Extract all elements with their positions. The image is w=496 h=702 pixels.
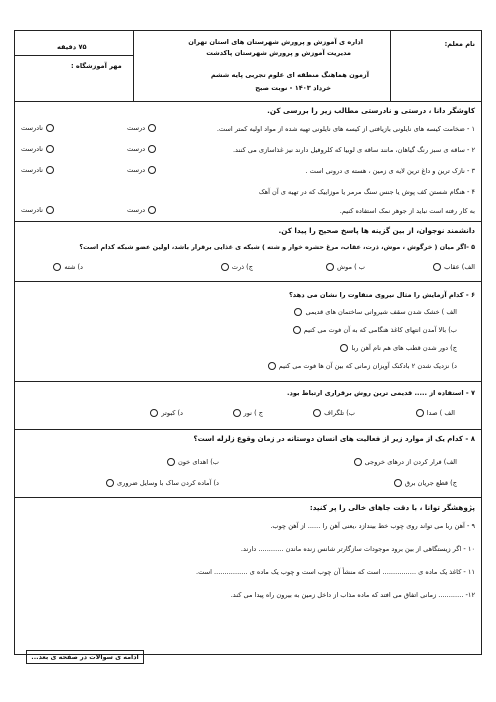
header-divider-left xyxy=(133,31,134,101)
s1-item-2: ۲ - ساقه ی سبز رنگ گیاهان، مانند ساقه ی لوبیا که کلروفیل دارند نیز غذاسازی می کنند. xyxy=(232,146,475,154)
radio-circle[interactable] xyxy=(148,145,156,153)
s1-item-3-false[interactable]: نادرست xyxy=(21,166,54,174)
radio-circle[interactable] xyxy=(46,166,54,174)
q7-option-c[interactable]: ج ) نور xyxy=(233,409,263,417)
s1-item-4-cont: به کار رفته است نباید از جوهر نمک استفاده کنیم. xyxy=(339,207,475,215)
radio-circle[interactable] xyxy=(148,166,156,174)
s1-item-3: ۳ - نازک ترین و داغ ترین لایه ی زمین ، هسته ی درونی است . xyxy=(305,167,475,175)
radio-circle[interactable] xyxy=(326,263,334,271)
radio-circle[interactable] xyxy=(46,124,54,132)
s1-item-1: ۱ - ضخامت کیسه های نایلونی بازیافتی از کیسه های نایلونی تهیه شده از مواد اولیه کمتر است. xyxy=(216,125,475,133)
s1-item-3-true[interactable]: درست xyxy=(127,166,156,174)
q5-bottom-border xyxy=(15,281,481,282)
q6-option-d[interactable]: د) نزدیک شدن ۲ بادکنک آویزان زمانی که بین آن ها فوت می کنیم xyxy=(268,362,457,370)
radio-circle[interactable] xyxy=(233,409,241,417)
q5-option-c[interactable]: ج) ذرت xyxy=(221,263,253,271)
exam-time: ۷۵ دقیقه xyxy=(57,43,87,51)
s1-item-2-true[interactable]: درست xyxy=(127,145,156,153)
section2-bottom-border xyxy=(15,497,481,498)
q5-option-d[interactable]: د) شته xyxy=(53,263,83,271)
radio-circle[interactable] xyxy=(148,124,156,132)
q6-option-b[interactable]: ب) بالا آمدن انتهای کاغذ هنگامی که به آن فوت می کنیم xyxy=(293,326,457,334)
section3-heading: پژوهشگر توانا ، با دقت جاهای خالی را پر کنید: xyxy=(309,503,475,512)
radio-circle[interactable] xyxy=(354,458,362,466)
q7-option-b[interactable]: ب) تلگراف xyxy=(313,409,355,417)
radio-circle[interactable] xyxy=(221,263,229,271)
q8-option-c[interactable]: ج) قطع جریان برق xyxy=(394,479,457,487)
s1-item-1-false[interactable]: نادرست xyxy=(21,124,54,132)
q6-option-c[interactable]: ج) دور شدن قطب های هم نام آهن ربا xyxy=(340,344,457,352)
section1-bottom-border xyxy=(15,221,481,222)
radio-circle[interactable] xyxy=(268,362,276,370)
fill-item-10[interactable]: ۱۰ - اگر زیستگاهی از بین برود موجودات سازگارتر شانس زنده ماندن ............ دارند. xyxy=(240,545,475,553)
radio-circle[interactable] xyxy=(53,263,61,271)
exam-title: آزمون هماهنگ منطقه ای علوم تجربی پایه ششم xyxy=(210,71,369,79)
radio-circle[interactable] xyxy=(293,326,301,334)
q5-text: ۵ -اگر میان ( خرگوش ، موش، ذرت، عقاب، مرغ حشره خوار و شته ) شبکه ی غذایی برقرار باشد، اولین عضو شبکه کدام است؟ xyxy=(79,243,475,251)
q7-text: ۷ - استفاده از ..... قدیمی ترین روش برقراری ارتباط بود. xyxy=(286,389,475,397)
section2-heading: دانشمند نوجوان، از بین گزینه ها پاسخ صحیح را پیدا کن. xyxy=(278,226,475,235)
q5-option-b[interactable]: ب ) موش xyxy=(326,263,365,271)
q8-option-d[interactable]: د) آماده کردن ساک با وسایل ضروری xyxy=(106,479,219,487)
s1-item-4-true[interactable]: درست xyxy=(127,206,156,214)
radio-circle[interactable] xyxy=(167,458,175,466)
radio-circle[interactable] xyxy=(433,263,441,271)
radio-circle[interactable] xyxy=(150,409,158,417)
q6-text: ۶ - کدام آزمایش را مثال نیروی متفاوت را نشان می دهد؟ xyxy=(288,291,475,299)
exam-date: خرداد ۱۴۰۳ - نوبت صبح xyxy=(255,84,331,92)
teacher-label: نام معلم: xyxy=(444,40,475,48)
radio-circle[interactable] xyxy=(394,479,402,487)
header-bottom-border xyxy=(15,101,481,102)
radio-circle[interactable] xyxy=(416,409,424,417)
q5-option-a[interactable]: الف) عقاب xyxy=(433,263,475,271)
header-time-divider xyxy=(15,55,133,56)
exam-sheet xyxy=(14,30,482,655)
s1-item-4: ۴ - هنگام شستن کف پوش یا جنس سنگ مرمر یا موزاییک که در تهیه ی آن آهک xyxy=(258,188,475,196)
radio-circle[interactable] xyxy=(46,145,54,153)
radio-circle[interactable] xyxy=(148,206,156,214)
radio-circle[interactable] xyxy=(313,409,321,417)
q8-text: ۸ - کدام یک از موارد زیر از فعالیت های انسان دوستانه در زمان وقوع زلزله است؟ xyxy=(193,435,475,443)
q8-option-a[interactable]: الف) فرار کردن از درهای خروجی xyxy=(354,458,457,466)
fill-item-11[interactable]: ۱۱ - کاغذ یک ماده ی ................ است که منشأ آن چوب است و چوب یک ماده ی ................ است. xyxy=(196,568,475,576)
school-seal-label: مهر آموزشگاه : xyxy=(71,62,122,70)
fill-item-12[interactable]: ۱۲- ............ زمانی اتفاق می افتد که ماده مذاب از داخل زمین به بیرون راه پیدا می کند. xyxy=(230,591,475,599)
q8-option-b[interactable]: ب) اهدای خون xyxy=(167,458,219,466)
q7-option-d[interactable]: د) کبوتر xyxy=(150,409,183,417)
q6-bottom-border xyxy=(15,381,481,382)
radio-circle[interactable] xyxy=(106,479,114,487)
fill-item-9[interactable]: ۹ - آهن ربا می تواند روی چوب خط بیندازد ،یعنی آهن را ...... از آهن چوب. xyxy=(270,522,475,530)
q6-option-a[interactable]: الف ) خشک شدن سقف شیروانی ساختمان های قدیمی xyxy=(294,308,457,316)
section1-heading: کاوشگر دانا ، درستی و نادرستی مطالب زیر را بررسی کن. xyxy=(267,106,475,115)
admin-line-2: مدیریت آموزش و پرورش شهرستان پاکدشت xyxy=(206,49,351,57)
header-divider-right xyxy=(390,31,391,101)
radio-circle[interactable] xyxy=(340,344,348,352)
continued-note: ادامه ی سوالات در صفحه ی بعد... xyxy=(26,650,144,664)
s1-item-1-true[interactable]: درست xyxy=(127,124,156,132)
radio-circle[interactable] xyxy=(46,206,54,214)
q7-option-a[interactable]: الف ) صدا xyxy=(416,409,455,417)
q7-bottom-border xyxy=(15,429,481,430)
radio-circle[interactable] xyxy=(294,308,302,316)
s1-item-4-false[interactable]: نادرست xyxy=(21,206,54,214)
s1-item-2-false[interactable]: نادرست xyxy=(21,145,54,153)
admin-line-1: اداره ی آموزش و پرورش شهرستان های استان تهران xyxy=(188,38,363,46)
